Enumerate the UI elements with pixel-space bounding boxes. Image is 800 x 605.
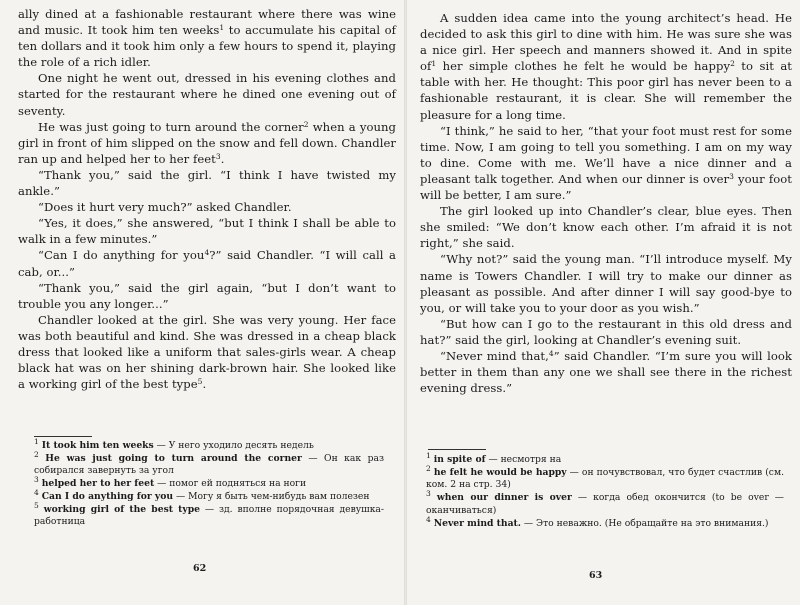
footnote-number: 5	[34, 500, 39, 510]
footnote-marker: 5	[197, 377, 203, 387]
right-page-body	[420, 10, 792, 396]
paragraph-text: The girl looked up into Chandler’s clear, blue eyes. Then she smiled: “We don’t know each other. I’m afraid it is not right,” she said.	[420, 204, 792, 251]
paragraph	[420, 348, 792, 396]
paragraph-text: .	[220, 151, 225, 166]
footnote-number: 1	[34, 437, 39, 446]
footnote-separator: —	[571, 492, 594, 504]
footnote-number: 1	[426, 451, 431, 460]
footnote-term: It took him ten weeks	[41, 440, 154, 451]
paragraph-text: to accumulate his capital of ten dollars and it took him only a few hours to spend it, playing the role of a rich idler.	[18, 23, 397, 70]
paragraph	[420, 123, 792, 203]
footnote-term: Never mind that.	[433, 517, 522, 529]
paragraph-text: “Can I do anything for you	[38, 248, 205, 263]
paragraph-text: “Thank you,” said the girl again, “but I don’t want to trouble you any longer...”	[18, 280, 396, 311]
paragraph-text: “Thank you,” said the girl. “I think I have twisted my ankle.”	[18, 167, 396, 199]
page-number: 62	[193, 563, 207, 574]
footnote	[426, 489, 784, 517]
footnote-separator: —	[173, 490, 189, 502]
paragraph	[420, 251, 792, 315]
paragraph-text: ally dined at a fashionable restaurant where there was wine and music. It took him ten weeks	[18, 7, 396, 38]
footnote-marker: 3	[215, 151, 221, 161]
left-page-body	[18, 6, 396, 392]
footnote-separator: —	[200, 503, 219, 515]
paragraph	[18, 312, 396, 392]
footnote-number: 4	[34, 487, 39, 497]
paragraph	[18, 280, 396, 312]
right-page	[406, 0, 800, 605]
footnote	[34, 449, 385, 478]
paragraph-text: .	[202, 377, 207, 392]
paragraph-text: “I think,” he said to her, “that your foot must rest for some time. Now, I am going to tell you something. I am on my way to dine. Come with me. We’ll have a nice dinner and a pleasant talk together. And when our dinner is over	[420, 123, 792, 186]
paragraph-text: “Never mind that,	[440, 348, 549, 363]
paragraph-text: ?” said Chandler. “I will call a cab, or...”	[18, 248, 396, 279]
footnote-term: he felt he would be happy	[433, 466, 567, 478]
footnote-number: 4	[426, 514, 431, 524]
footnote	[34, 475, 384, 491]
footnote-separator: —	[153, 440, 169, 451]
paragraph-text: A sudden idea came into the young architect’s head. He decided to ask this girl to dine with him. He was sure she was a nice girl. Her speech and manners showed it. And in spite of	[420, 11, 792, 74]
footnote-term: working girl of the best type	[43, 503, 201, 515]
paragraph-text: when a young girl in front of him slipped on the snow and fell down. Chandler ran up and helped her to her feet	[18, 119, 396, 166]
footnote-divider	[428, 449, 486, 450]
paragraph	[18, 6, 396, 70]
footnote-marker: 2	[730, 59, 735, 69]
footnote-translation: помог ей подняться на ноги	[169, 478, 307, 490]
paragraph-text: her simple clothes he felt he would be happy	[436, 59, 731, 74]
footnote-marker: 2	[303, 119, 309, 129]
paragraph	[18, 215, 396, 247]
footnote-translation: он почувствовал, что будет счастлив (см. ком. 2 на стр. 34)	[426, 466, 785, 491]
footnote-separator: —	[154, 478, 170, 490]
footnote-number: 2	[34, 449, 39, 459]
footnote-translation: зд. вполне порядочная девушка-работница	[34, 503, 385, 528]
footnote	[426, 451, 784, 467]
footnote-translation: Это неважно. (Не обращайте на это внимания.)	[536, 517, 769, 529]
footnote-marker: 4	[204, 248, 210, 258]
footnote	[426, 514, 784, 531]
paragraph-text: ” said Chandler. “I’m sure you will look better in them than any one we shall see there in the richest evening dress.”	[420, 348, 792, 396]
footnote-term: when our dinner is over	[436, 492, 572, 504]
footnote-divider	[34, 436, 92, 437]
footnote-number: 3	[426, 489, 431, 499]
paragraph	[18, 247, 396, 279]
paragraph	[420, 316, 792, 348]
paragraph	[18, 119, 396, 167]
paragraph-text: “But how can I go to the restaurant in this old dress and hat?” said the girl, looking at Chandler’s evening suit.	[420, 316, 792, 347]
footnote-term: helped her to her feet	[41, 478, 155, 490]
footnote-separator: —	[301, 452, 325, 464]
footnote-marker: 4	[548, 348, 554, 358]
footnote-translation: Он как раз собирался завернуть за угол	[34, 452, 385, 477]
paragraph	[18, 70, 396, 118]
paragraph	[420, 10, 792, 123]
left-page-footnotes	[34, 437, 385, 529]
footnote-marker: 3	[729, 171, 734, 181]
paragraph-text: Chandler looked at the girl. She was very young. Her face was both beautiful and kind. She was dressed in a cheap black dress that looked like a uniform that sales-girls wear. A cheap black hat was on her shining dark-brown hair. She looked like a working girl of the best type	[18, 312, 396, 392]
paragraph-text: “Yes, it does,” she answered, “but I think I shall be able to walk in a few minutes.”	[18, 216, 396, 247]
paragraph-text: your foot will be better, I am sure.”	[420, 171, 792, 203]
paragraph-text: to sit at table with her. He thought: This poor girl has never been to a fashionable restaurant, it is clear. She will remember the pleasure for a long time.	[420, 59, 792, 122]
footnote-marker: 1	[431, 59, 437, 69]
footnote-marker: 1	[219, 23, 225, 33]
footnote	[34, 487, 384, 504]
footnote-number: 3	[34, 475, 39, 485]
footnote-separator: —	[566, 466, 582, 478]
paragraph-text: “Why not?” said the young man. “I’ll introduce myself. My name is Towers Chandler. I will try to make our dinner as pleasant as possible. And after dinner I will say good-bye to you, or will take you to your door as you wish.”	[420, 252, 792, 315]
footnote	[34, 437, 384, 453]
page-number: 63	[589, 570, 603, 581]
paragraph	[18, 199, 396, 215]
paragraph-text: “Does it hurt very much?” asked Chandler.	[38, 200, 292, 215]
paragraph-text: He was just going to turn around the corner	[38, 119, 304, 134]
footnote-translation: несмотря на	[500, 454, 562, 465]
footnote-separator: —	[521, 517, 537, 529]
footnote-translation: Могу я быть чем-нибудь вам полезен	[188, 490, 370, 502]
footnote-number: 2	[426, 463, 431, 473]
footnote-translation: У него уходило десять недель	[168, 440, 314, 451]
paragraph	[420, 203, 792, 251]
right-page-footnotes	[426, 451, 785, 530]
footnote-term: in spite of	[433, 454, 486, 465]
footnote	[34, 500, 385, 529]
footnote-separator: —	[485, 454, 501, 465]
footnote	[426, 463, 785, 492]
paragraph	[18, 167, 396, 199]
paragraph-text: One night he went out, dressed in his evening clothes and started for the restaurant where he dined one evening out of seventy.	[18, 71, 396, 118]
footnote-term: Can I do anything for you	[41, 490, 174, 502]
footnote-term: He was just going to turn around the corner	[45, 452, 302, 464]
footnote-translation: когда обед окончится (to be over — оканчиваться)	[426, 492, 784, 516]
